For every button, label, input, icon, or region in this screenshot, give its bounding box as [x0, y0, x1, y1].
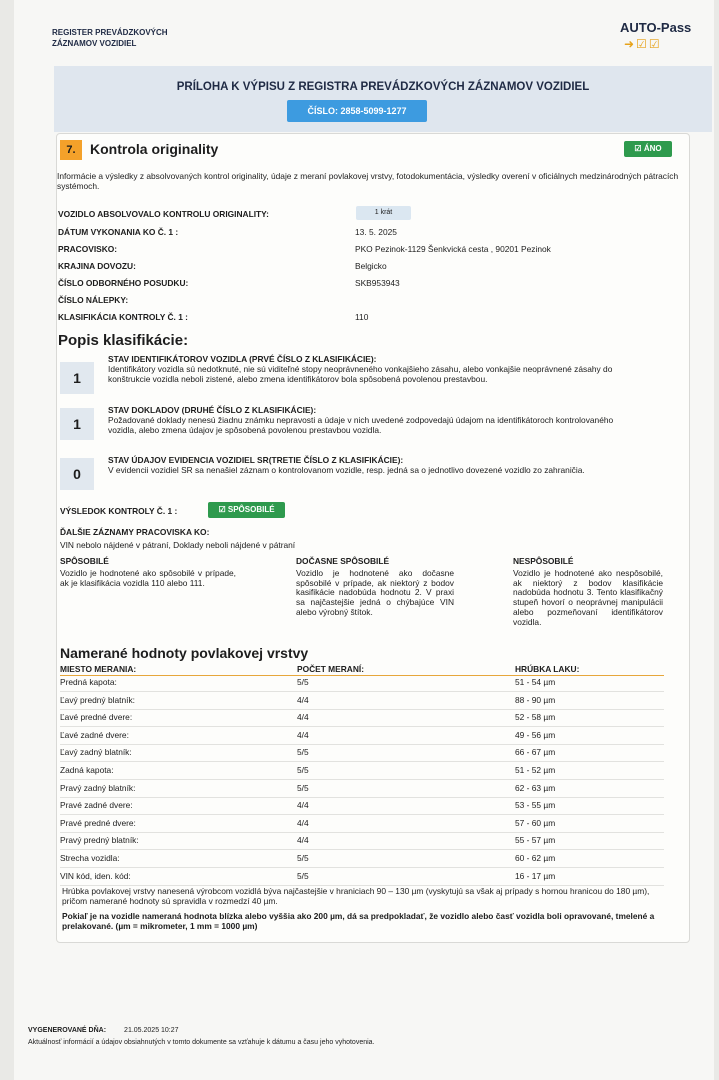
location-cell: Ľavé zadné dvere: [60, 729, 129, 740]
section-title: Kontrola originality [90, 141, 219, 157]
thickness-cell: 62 - 63 µm [515, 782, 556, 793]
location-cell: Predná kapota: [60, 677, 117, 687]
status-column-docasne: DOČASNE SPÔSOBILÉ Vozidlo je hodnotené ako dočasne spôsobilé v prípade, ak niektorý z bodov kasifikácie nadobúda hodnotu 2. V praxi sa najčastejšie jedná o chýbajúce VIN alebo výrobný štítok. [296, 556, 454, 617]
extra-records-value: VIN nebolo nájdené v pátraní, Doklady neboli nájdené v pátraní [60, 540, 296, 550]
footer-disclaimer: Aktuálnosť informácií a údajov obsiahnutých v tomto dokumente sa vzťahuje k dátumu a času jeho vyhotovenia. [28, 1039, 375, 1046]
section-number: 7. [60, 140, 82, 160]
location-cell: Pravé predné dvere: [60, 817, 136, 828]
table-row [60, 780, 664, 798]
thickness-cell: 16 - 17 µm [515, 870, 556, 881]
page-title: PRÍLOHA K VÝPISU Z REGISTRA PREVÁDZKOVÝCH ZÁZNAMOV VOZIDIEL [176, 81, 590, 93]
table-row [60, 797, 664, 815]
count-cell: 5/5 [297, 782, 309, 793]
result-status-badge: ☑ SPÔSOBILÉ [208, 502, 285, 518]
count-cell: 4/4 [297, 712, 309, 723]
count-cell: 4/4 [297, 800, 309, 811]
result-label: VÝSLEDOK KONTROLY Č. 1 : [60, 506, 178, 516]
classification-description: Požadované doklady nenesú žiadnu známku nepravosti a údaje v nich uvedené zodpovedajú údajom na identifikátoroch kontrolovaného vozidla, alebo zmena údajov je spôsobená povolenou prestavbou vozidla. [108, 415, 614, 435]
measurements-heading: Namerané hodnoty povlakovej vrstvy [60, 645, 309, 661]
location-cell: Ľavý predný blatník: [60, 694, 135, 705]
measurement-warning: Pokiaľ je na vozidle nameraná hodnota blízka alebo vyššia ako 200 µm, dá sa predpokladať, že vozidlo alebo časť vozidla boli opravované, tmelené a prelakované. (µm = mikrometer, 1 mm = 1000 µm) [62, 911, 655, 931]
classification-digit: 0 [60, 458, 94, 490]
count-cell: 4/4 [297, 694, 309, 705]
count-cell: 5/5 [297, 677, 309, 687]
thickness-cell: 57 - 60 µm [515, 817, 556, 828]
classification-digit: 1 [60, 362, 94, 394]
count-cell: 5/5 [297, 765, 309, 775]
count-cell: 4/4 [297, 729, 309, 740]
thickness-cell: 51 - 54 µm [515, 677, 556, 687]
thickness-cell: 51 - 52 µm [515, 765, 556, 775]
control-count-pill: 1 krát [356, 206, 411, 220]
table-row [60, 692, 664, 710]
originality-status-badge: ☑ ÁNO [624, 141, 672, 157]
thickness-cell: 60 - 62 µm [515, 853, 556, 863]
count-cell: 4/4 [297, 817, 309, 828]
measurement-note: Hrúbka povlakovej vrstvy nanesená výrobcom vozidlá býva najčastejšie v hraniciach 90 – 130 µm (vyskytujú sa však aj prípady s hornou hranicou do 180 µm), pričom namerané hodnoty sú spravidla v rozmedzí 40 µm. [62, 886, 650, 906]
classification-title: STAV DOKLADOV (DRUHÉ ČÍSLO Z KLASIFIKÁCIE): [108, 405, 317, 415]
classification-heading: Popis klasifikácie: [58, 332, 189, 349]
table-row [60, 674, 664, 692]
location-cell: Pravý zadný blatník: [60, 782, 136, 793]
status-column-sposobile: SPÔSOBILÉ Vozidlo je hodnotené ako spôsobilé v prípade, ak je klasifikácia vozidla 110 alebo 111. [60, 556, 236, 588]
thickness-cell: 66 - 67 µm [515, 747, 556, 758]
classification-description: Identifikátory vozidla sú nedotknuté, nie sú viditeľné stopy neoprávneného vonkajšieho zásahu, alebo vonkajšie neoprávnené zásahy do konštrukcie vozidla neboli zistené, alebo zmena identifikátorov bola spôsobená povolenou prestavbou. [108, 364, 613, 384]
register-logo-text: REGISTER PREVÁDZKOVÝCH ZÁZNAMOV VOZIDIEL [52, 28, 168, 48]
autopass-brand: AUTO-Pass [620, 20, 692, 35]
location-cell: Pravý predný blatník: [60, 835, 139, 846]
autopass-logo-icon: ➜☑☑ [624, 37, 662, 51]
location-cell: Strecha vozidla: [60, 853, 120, 863]
section-intro: Informácie a výsledky z absolvovaných kontrol originality, údaje z meraní povlakovej vrstvy, fotodokumentácia, výsledky overení v oficiálnych medzinárodných pátracích systémoch. [57, 171, 679, 191]
table-row [60, 815, 664, 833]
location-cell: Ľavý zadný blatník: [60, 747, 132, 758]
table-row [60, 727, 664, 745]
thickness-cell: 55 - 57 µm [515, 835, 556, 846]
classification-title: STAV IDENTIFIKÁTOROV VOZIDLA (PRVÉ ČÍSLO Z KLASIFIKÁCIE): [108, 354, 377, 364]
header-band [54, 66, 712, 132]
classification-title: STAV ÚDAJOV EVIDENCIA VOZIDIEL SR(TRETIE ČÍSLO Z KLASIFIKÁCIE): [108, 455, 404, 465]
count-cell: 5/5 [297, 853, 309, 863]
location-cell: VIN kód, iden. kód: [60, 870, 131, 881]
count-cell: 5/5 [297, 870, 309, 881]
extra-records-label: ĎALŠIE ZÁZNAMY PRACOVISKA KO: [60, 527, 210, 537]
thickness-cell: 49 - 56 µm [515, 729, 556, 740]
classification-digit: 1 [60, 408, 94, 440]
document-number-badge: ČÍSLO: 2858-5099-1277 [287, 100, 427, 122]
classification-description: V evidencii vozidiel SR sa nenašiel záznam o kontrolovanom vozidle, resp. jedná sa o jednotlivo dovezené vozidlo zo zahraničia. [108, 465, 585, 475]
table-row [60, 850, 664, 868]
table-row [60, 868, 664, 886]
thickness-cell: 88 - 90 µm [515, 694, 556, 705]
count-cell: 5/5 [297, 747, 309, 758]
location-cell: Ľavé predné dvere: [60, 712, 133, 723]
thickness-cell: 53 - 55 µm [515, 800, 556, 811]
location-cell: Pravé zadné dvere: [60, 800, 133, 811]
measurements-header-row: MIESTO MERANIA: POČET MERANÍ: HRÚBKA LAKU: [60, 664, 664, 676]
thickness-cell: 52 - 58 µm [515, 712, 556, 723]
table-row [60, 832, 664, 850]
table-row [60, 709, 664, 727]
status-column-nesposobile: NESPÔSOBILÉ Vozidlo je hodnotené ako nespôsobilé, ak niektorý z bodov klasifikácie nadobúda hodnotu 3. Tento klasifikačný stupeň hovorí o neoprávnej manipulácii alebo pozmeňovaní identifikátorov vozidla. [513, 556, 663, 627]
count-cell: 4/4 [297, 835, 309, 846]
table-row [60, 744, 664, 762]
table-row [60, 762, 664, 780]
generated-date: VYGENEROVANÉ DŇA: 21.05.2025 10:27 [28, 1027, 179, 1034]
location-cell: Zadná kapota: [60, 765, 114, 775]
